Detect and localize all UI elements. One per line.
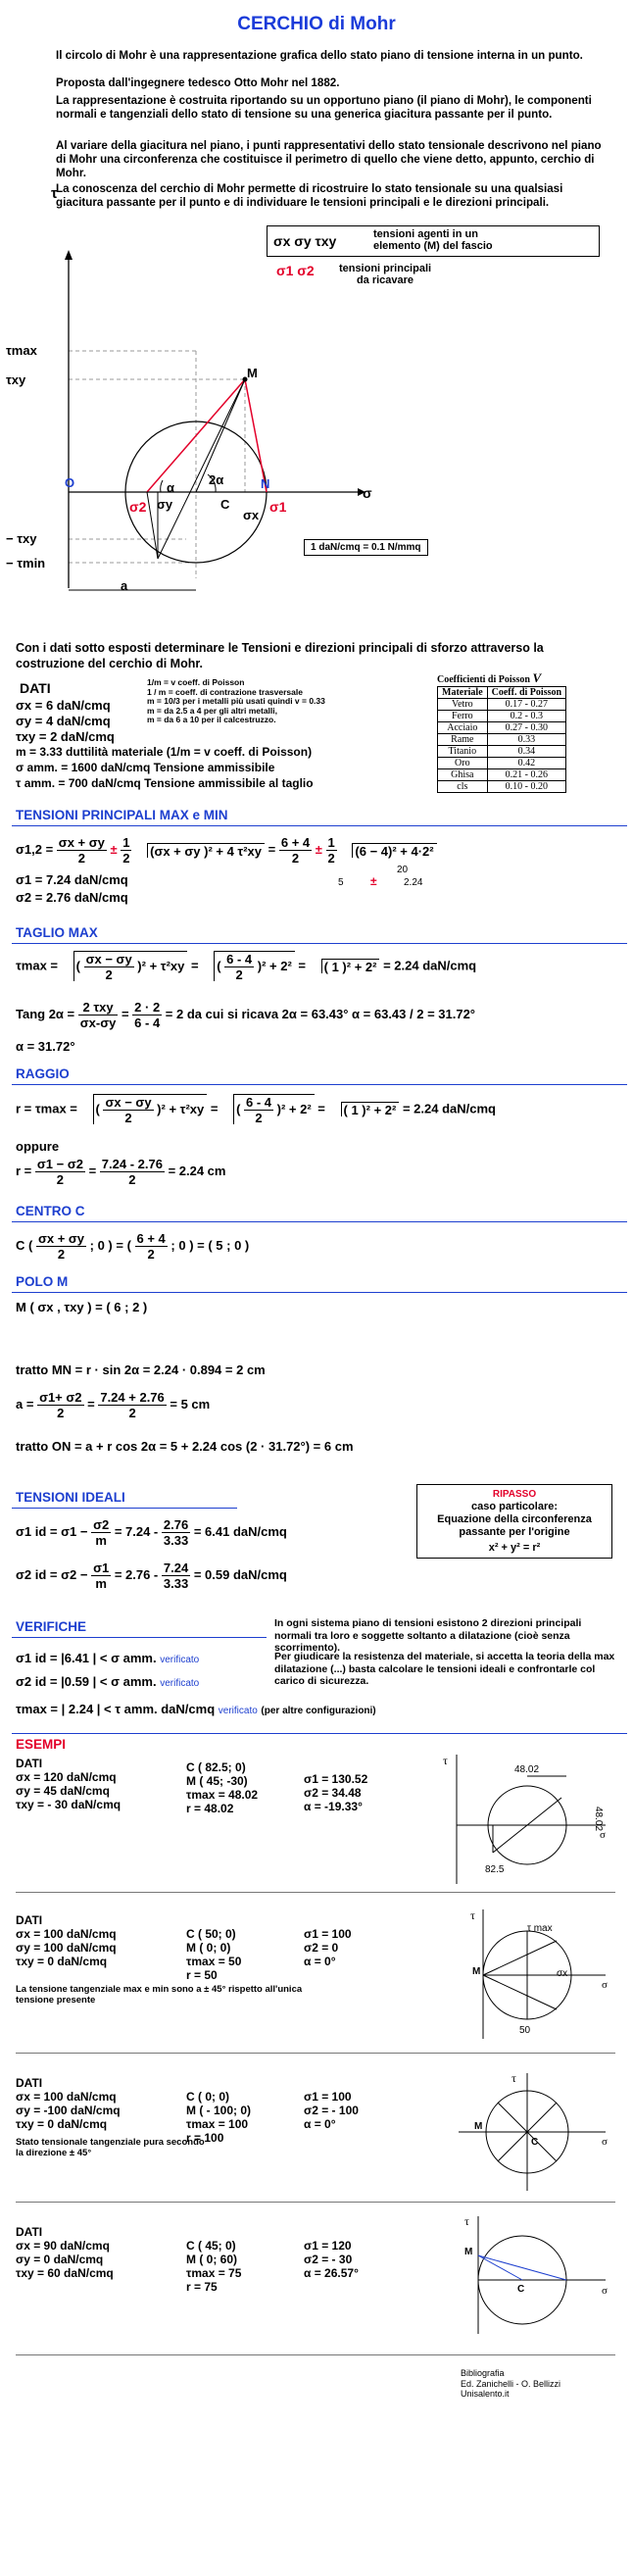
small-pm: ±: [370, 874, 377, 888]
verifica-1: σ1 id = |6.41 | < σ amm. verificato: [16, 1651, 200, 1665]
formula-tang: Tang 2α = $\frac{\text{2 τxy}}{\sigma x-\sigma y}$ = $\frac{2 \cdot 2}{6 - 4}$ = 2 da cui si ricava 2α = 63.43° α = 63.43 / 2 = 31.72°: [16, 1000, 476, 1030]
page-title: CERCHIO di Mohr: [237, 14, 396, 34]
sigma1-result: σ1 = 7.24 daN/cmq: [16, 872, 128, 887]
esempio-2-fig-label-1: τ max: [527, 1923, 553, 1934]
verifiche-note-1: In ogni sistema piano di tensioni esistono 2 direzioni principali normali tra loro e soggette soltanto a dilatazione (cioè senza scorrimento).: [274, 1617, 582, 1654]
dati-label: DATI: [20, 680, 51, 696]
origin-O: O: [65, 475, 75, 490]
esempio-4-mid: C ( 45; 0) M ( 0; 60) τmax = 75 r = 75: [186, 2239, 242, 2294]
formula-centro: C ( $\frac{\sigma x + \sigma y}{2}$ ; 0 ) = ( $\frac{6 + 4}{2}$ ; 0 ) = ( 5 ; 0 ): [16, 1231, 250, 1262]
esempio-1-fig-label-1: 48.02: [514, 1764, 540, 1775]
dati-line-2: σy = 4 daN/cmq: [16, 714, 111, 728]
esempio-2-fig-label-4: 50: [519, 2025, 531, 2036]
sigma2-label: σ2: [129, 499, 147, 515]
formula-principali: σ1,2 = $\frac{\sigma x + \sigma y}{2}$ ± $\frac{1}{2}$ (σx + σy )² + 4 τ²xy = $\frac{6 + 4}{2}$ ± $\frac{1}{2}$ (6 − 4)² + 4·2²: [16, 835, 437, 866]
point-M: M: [247, 366, 258, 380]
tratto-mn: tratto MN = r · sin 2α = 2.24 · 0.894 = 2 cm: [16, 1362, 266, 1377]
small-224: 2.24: [404, 877, 423, 888]
esempio-3-mid: C ( 0; 0) M ( - 100; 0) τmax = 100 r = 100: [186, 2090, 252, 2145]
esempio-3-res: σ1 = 100 σ2 = - 100 α = 0°: [304, 2090, 359, 2131]
dati-line-3: τxy = 2 daN/cmq: [16, 729, 115, 744]
dati-line-4: m = 3.33 duttilità materiale (1/m = v coeff. di Poisson): [16, 745, 313, 759]
poisson-title: Coefficienti di Poisson V: [437, 670, 542, 685]
esempio-2-fig-label-2: σx: [557, 1968, 568, 1979]
svg-text:σ: σ: [602, 2136, 608, 2148]
intro-1: Il circolo di Mohr è una rappresentazione grafica dello stato piano di tensione interna in un punto.: [56, 49, 583, 62]
verifiche-note-2: Per giudicare la resistenza del materiale, si accetta la teoria della max dilatazione (...) basta calcolare le tensioni ideali e confrontarle col carico di sicurezza.: [274, 1651, 615, 1687]
formula-s2id: σ2 id = σ2 − $\frac{\sigma 1}{m}$ = 2.76 - $\frac{7.24}{3.33}$ = 0.59 daN/cmq: [16, 1560, 287, 1591]
esempio-4-dati: DATI σx = 90 daN/cmq σy = 0 daN/cmq τxy = 60 daN/cmq: [16, 2225, 114, 2280]
two-alpha-label: 2α: [209, 472, 224, 487]
neg-tau-xy-label: − τxy: [6, 531, 37, 546]
svg-text:σ: σ: [602, 2285, 608, 2297]
alpha-result: α = 31.72°: [16, 1039, 75, 1054]
small-20: 20: [397, 865, 409, 875]
heading-centro: CENTRO C: [16, 1204, 85, 1218]
poisson-notes: 1/m = v coeff. di Poisson 1 / m = coeff. di contrazione trasversale m = 10/3 per i metalli più usati quindi v = 0.33 m = da 2.5 a 4 per gli altri metalli, m = da 6 a 10 per il calcestruzzo.: [147, 677, 325, 724]
oppure: oppure: [16, 1139, 60, 1154]
verifica-2: σ2 id = |0.59 | < σ amm. verificato: [16, 1674, 200, 1689]
esempio-1-res: σ1 = 130.52 σ2 = 34.48 α = -19.33°: [304, 1772, 368, 1813]
formula-raggio: r = τmax = ( $\frac{\sigma x - \sigma y}{2}$ )² + τ²xy = ( $\frac{6 - 4}{2}$ )² + 2² = ( 1 )² + 2² = 2.24 daN/cmq: [16, 1095, 496, 1125]
esempio-4-figure: [439, 2211, 615, 2339]
esempio-3-dati: DATI σx = 100 daN/cmq σy = -100 daN/cmq τxy = 0 daN/cmq: [16, 2076, 121, 2131]
heading-taglio: TAGLIO MAX: [16, 925, 98, 940]
sigma-y-label: σy: [157, 497, 173, 512]
verifica-3: τmax = | 2.24 | < τ amm. daN/cmq verificato (per altre configurazioni): [16, 1702, 376, 1716]
dati-line-5: σ amm. = 1600 daN/cmq Tensione ammissibile: [16, 761, 275, 774]
svg-text:σ: σ: [600, 1829, 606, 1841]
esempio-4-res: σ1 = 120 σ2 = - 30 α = 26.57°: [304, 2239, 359, 2280]
formula-raggio-2: r = $\frac{\sigma 1 - \sigma 2}{2}$ = $\frac{7.24 - 2.76}{2}$ = 2.24 cm: [16, 1157, 226, 1187]
svg-text:τ: τ: [443, 1754, 448, 1767]
esempio-2-mid: C ( 50; 0) M ( 0; 0) τmax = 50 r = 50: [186, 1927, 242, 1982]
intro-4: Al variare della giacitura nel piano, i punti rappresentativi dello stato tensionale descrivono nel piano di Mohr una circonferenza che costituisce il perimetro di quello che viene detto, appunto, cerchio di Mohr.: [56, 139, 602, 179]
bibliografia: Bibliografia Ed. Zanichelli - O. Bellizzi Unisalento.it: [461, 2368, 561, 2399]
legend-box-1: σx σy τxy tensioni agenti in un elemento (M) del fascio: [267, 225, 600, 257]
polo-line: M ( σx , τxy ) = ( 6 ; 2 ): [16, 1300, 148, 1314]
sigma-axis-label: σ: [363, 485, 372, 501]
svg-text:τ: τ: [464, 2214, 469, 2228]
point-N: N: [261, 476, 270, 491]
tau-xy-label: τxy: [6, 372, 26, 387]
mohr-diagram-drawing: [39, 235, 451, 627]
esempio-1-fig-label-2: 82.5: [485, 1864, 505, 1875]
sigma2-result: σ2 = 2.76 daN/cmq: [16, 890, 128, 905]
heading-raggio: RAGGIO: [16, 1066, 70, 1081]
intro-5: La conoscenza del cerchio di Mohr permette di ricostruire lo stato tensionale su una qualsiasi giacitura passante per il punto e di individuare le tensioni principali e le direzioni principali.: [56, 182, 563, 209]
intro-3: La rappresentazione è costruita riportando su un opportuno piano (il piano di Mohr), le componenti normali e tangenziali dello stato di tensione su una generica giacitura passante per il punto.: [56, 94, 592, 121]
center-C: C: [220, 497, 230, 512]
esempio-2-res: σ1 = 100 σ2 = 0 α = 0°: [304, 1927, 352, 1968]
esempio-3-note: Stato tensionale tangenziale pura secondo la direzione ± 45°: [16, 2137, 205, 2158]
dati-line-1: σx = 6 daN/cmq: [16, 698, 111, 713]
tau-axis-label: τ: [51, 185, 58, 202]
heading-ideali: TENSIONI IDEALI: [16, 1490, 125, 1505]
formula-taglio: τmax = ( $\frac{\sigma x - \sigma y}{2}$ )² + τ²xy = ( $\frac{6 - 4}{2}$ )² + 2² = ( 1 )² + 2² = 2.24 daN/cmq: [16, 952, 477, 982]
ripasso-box: RIPASSO caso particolare: Equazione della circonferenza passante per l'origine x² + y² = r²: [416, 1484, 612, 1559]
esempio-1-dati: DATI σx = 120 daN/cmq σy = 45 daN/cmq τxy = - 30 daN/cmq: [16, 1757, 122, 1811]
legend-2-text: tensioni principali da ricavare: [338, 263, 432, 286]
esempio-1-fig-label-3: 48.02: [593, 1806, 605, 1832]
svg-text:σ: σ: [602, 1979, 608, 1991]
poisson-table: Materiale Coeff. di Poisson Vetro 0.17 - 0.27 Ferro 0.2 - 0.3 Acciaio 0.27 - 0.30 Rame 0.33 Titanio 0.34 Oro 0.42 Ghisa 0.21 - 0.26 cls 0.10 - 0.20: [437, 686, 566, 793]
esempio-2-dati: DATI σx = 100 daN/cmq σy = 100 daN/cmq τxy = 0 daN/cmq: [16, 1913, 117, 1968]
small-5: 5: [338, 877, 344, 888]
alpha-label: α: [167, 480, 174, 495]
formula-s1id: σ1 id = σ1 − $\frac{\sigma 2}{m}$ = 7.24 - $\frac{2.76}{3.33}$ = 6.41 daN/cmq: [16, 1517, 287, 1548]
esempio-4-fig-label-2: C: [517, 2284, 525, 2295]
legend-2-symbols: σ1 σ2: [276, 263, 315, 278]
svg-text:τ: τ: [511, 2071, 516, 2085]
heading-polo: POLO M: [16, 1274, 69, 1289]
neg-tau-min-label: − τmin: [6, 556, 46, 570]
task-text: Con i dati sotto esposti determinare le Tensioni e direzioni principali di sforzo attraverso la costruzione del cerchio di Mohr.: [16, 641, 544, 670]
scale-note: 1 daN/cmq = 0.1 N/mmq: [304, 539, 428, 556]
svg-text:τ: τ: [470, 1908, 475, 1922]
esempio-3-figure: [439, 2068, 615, 2196]
heading-verifiche: VERIFICHE: [16, 1619, 87, 1634]
heading-esempi: ESEMPI: [16, 1737, 67, 1752]
a-label: a: [121, 578, 128, 593]
esempio-2-fig-label-3: M: [472, 1966, 481, 1977]
sigma-x-label: σx: [243, 508, 260, 522]
esempio-3-fig-label-2: C: [531, 2137, 539, 2148]
esempio-3-fig-label-1: M: [474, 2121, 483, 2132]
esempio-2-note: La tensione tangenziale max e min sono a ± 45° rispetto all'unica tensione presente: [16, 1984, 303, 2006]
formula-a: a = $\frac{\sigma 1+ \sigma 2}{2}$ = $\frac{7.24 + 2.76}{2}$ = 5 cm: [16, 1390, 211, 1420]
dati-line-6: τ amm. = 700 daN/cmq Tensione ammissibile al taglio: [16, 776, 314, 790]
tratto-on: tratto ON = a + r cos 2α = 5 + 2.24 cos (2 · 31.72°) = 6 cm: [16, 1439, 354, 1454]
heading-principali: TENSIONI PRINCIPALI MAX e MIN: [16, 808, 228, 822]
intro-2: Proposta dall'ingegnere tedesco Otto Mohr nel 1882.: [56, 76, 340, 89]
esempio-1-mid: C ( 82.5; 0) M ( 45; -30) τmax = 48.02 r = 48.02: [186, 1760, 259, 1815]
esempio-4-fig-label-1: M: [464, 2247, 473, 2257]
sigma1-label: σ1: [269, 499, 287, 515]
tau-max-label: τmax: [6, 343, 37, 358]
